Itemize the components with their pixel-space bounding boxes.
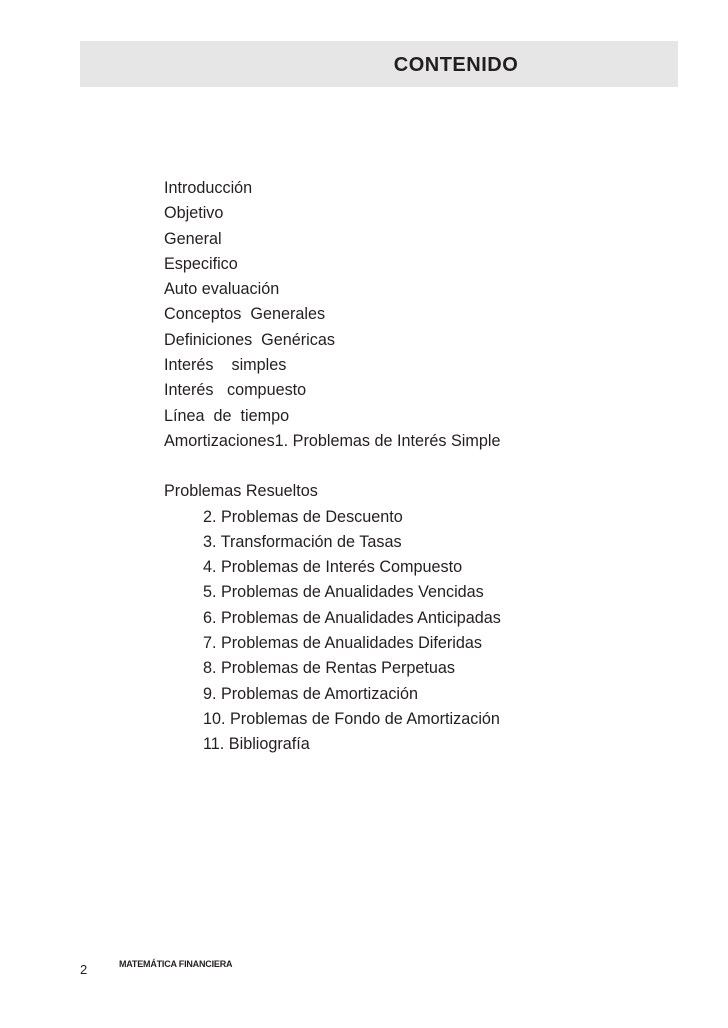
toc-item-definiciones-genericas: Definiciones Genéricas [164,330,335,349]
toc-sub-item-descuento: 2. Problemas de Descuento [203,507,403,526]
toc-sub-item-bibliografia: 11. Bibliografía [203,735,310,754]
page-title [80,41,678,87]
toc-item-auto-evaluacion: Auto evaluación [164,280,280,299]
toc-sub-item-amortizacion: 9. Problemas de Amortización [203,684,419,703]
toc-sub-item-anualidades-diferidas: 7. Problemas de Anualidades Diferidas [203,634,482,653]
toc-sub-item-transformacion-tasas: 3. Transformación de Tasas [203,532,402,551]
toc-item-introduccion: Introducción [164,179,253,197]
table-of-contents [164,176,501,758]
toc-item-interes-compuesto: Interés compuesto [164,381,307,400]
toc-sub-item-interes-compuesto: 4. Problemas de Interés Compuesto [203,558,463,577]
toc-item-amortizaciones: Amortizaciones1. Problemas de Interés Simple [164,431,501,450]
toc-sub-item-anualidades-vencidas: 5. Problemas de Anualidades Vencidas [203,583,484,602]
toc-item-linea-de-tiempo: Línea de tiempo [164,406,290,425]
toc-sub-item-fondo-amortizacion: 10. Problemas de Fondo de Amortización [203,709,500,728]
toc-item-conceptos-generales: Conceptos Generales [164,305,326,324]
page-number: 2 [80,962,88,977]
toc-item-interes-simples: Interés simples [164,356,287,375]
toc-heading-problemas-resueltos: Problemas Resueltos [164,482,318,501]
toc-sub-item-anualidades-anticipadas: 6. Problemas de Anualidades Anticipadas [203,608,501,627]
toc-item-objetivo: Objetivo [164,204,224,223]
toc-item-especifico: Especifico [164,254,238,273]
page-title-text: CONTENIDO [393,54,519,76]
toc-sub-item-rentas-perpetuas: 8. Problemas de Rentas Perpetuas [203,659,455,678]
running-footer-title: MATEMÁTICA FINANCIERA [119,959,233,969]
toc-item-general: General [164,229,222,248]
